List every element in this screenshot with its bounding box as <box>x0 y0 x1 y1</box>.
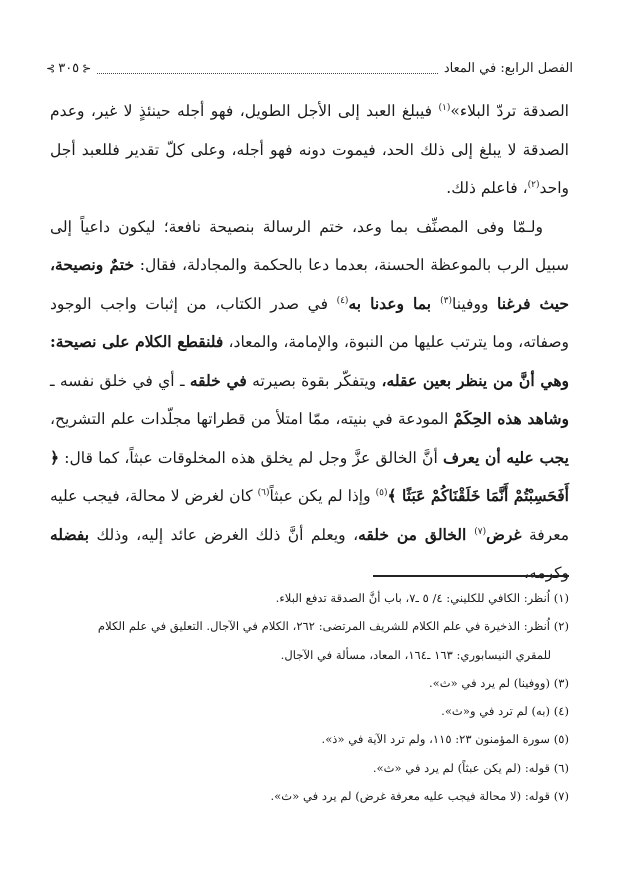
bold-run: يجب عليه أن يعرف <box>442 447 569 467</box>
body-text <box>50 92 569 593</box>
paragraph-1 <box>50 92 569 208</box>
text-run: كان لغرض لا محالة، فيجب عليه معرفة <box>50 487 569 544</box>
bold-run: وشاهد هذه الحِكَمْ <box>453 409 569 428</box>
footnote-marker: (١) <box>438 102 451 113</box>
text-run: ـ أي في خلق نفسه ـ <box>50 371 190 390</box>
bold-run: في خلقه <box>189 370 247 390</box>
footnote-marker: (٥) <box>375 487 388 498</box>
ornament-right-icon: ⊰ <box>82 61 92 75</box>
bold-run: ختمٌ ونصيحة، حيث فرغنا <box>50 255 570 313</box>
bold-run: بما وعدنا به <box>348 293 441 313</box>
footnote-marker: (٣) <box>440 295 452 306</box>
page-number: ٣٠٥ <box>58 60 80 76</box>
paragraph-2 <box>50 208 569 593</box>
footnote-1: (١) اُنظر: الكافي للكليني: ٤/ ٥ ـ٧، باب أنَّ الصدقة تدفع البلاء. <box>275 591 569 605</box>
footnote-marker: (٧) <box>474 526 487 537</box>
footnote-2: (٢) اُنظر: الذخيرة في علم الكلام للشريف المرتضى: ٢٦٢، الكلام في الآجال. التعليق في علم الكلام <box>97 619 569 634</box>
text-run: الصدقة تردّ البلاء» <box>450 102 569 120</box>
footnotes <box>50 584 569 810</box>
footnote-3: (٣) (ووفينا) لم يرد في «ث». <box>428 675 569 690</box>
text-run: في صدر الكتاب، من إثبات واجب الوجود وصفاته، وما يترتب عليها من النبوة، والإمامة، والمعاد، <box>50 294 569 351</box>
ornament-left-icon: ⊱ <box>46 61 56 75</box>
footnote-7: (٧) قوله: (لا محالة فيجب عليه معرفة غرض) لم يرد في «ث». <box>270 789 569 804</box>
footnote-5: (٥) سورة المؤمنون ٢٣: ١١٥، ولم ترد الآية في «ذ». <box>321 732 569 747</box>
footnote-2-continued: للمقري النيسابوري: ١٦٣ ـ١٦٤، المعاد، مسألة في الآجال. <box>280 647 551 662</box>
footnote-marker: (٢) <box>527 179 540 190</box>
quran-verse: ﴿ أَفَحَسِبْتُمْ أَنَّمَا خَلَقْنَاكُمْ عَبَثًا ﴾ <box>50 447 569 505</box>
footnote-marker: (٦) <box>257 487 270 498</box>
text-run: ، ويعلم أنَّ ذلك الغرض عائد إليه، وذلك <box>89 525 359 544</box>
text-run: المودعة في بنيته، ممّا امتلأ من قطراتها مجلّدات علم التشريح، <box>50 410 454 428</box>
text-run: وإذا لم يكن عبثاً <box>269 487 376 505</box>
bold-run: بفضله <box>50 524 90 544</box>
text-run: أنَّ الخالق عزَّ وجل لم يخلق هذه المخلوقات عبثاً، كما قال: <box>59 448 443 467</box>
page-number-box <box>46 61 91 76</box>
text-run: ولـمّا وفى المصنِّف بما وعد، ختم الرسالة بنصيحة نافعة؛ ليكون داعياً إلى سبيل الرب بالموعظة الحسنة، بعدما دعا بالحكمة والمجادلة، فقال: <box>50 217 569 274</box>
footnote-4: (٤) (به) لم ترد في و«ث». <box>441 704 569 719</box>
leader-dots <box>97 63 438 74</box>
footnote-separator <box>373 575 569 577</box>
footnote-marker: (٤) <box>336 295 349 306</box>
text-run: ووفينا <box>451 294 498 313</box>
text-run: ويتفكّر بقوة بصيرته <box>246 371 382 390</box>
running-header <box>46 56 573 80</box>
text-run: ، فاعلم ذلك. <box>446 179 528 197</box>
chapter-title: الفصل الرابع: في المعاد <box>443 60 573 76</box>
bold-run: الخالق من خلقه <box>358 524 475 544</box>
bold-run: غرض <box>486 524 522 544</box>
text-run: فيبلغ العبد إلى الأجل الطويل، فهو أجله حينئذٍ لا غير، وعدم الصدقة لا يبلغ إلى ذلك الحد، فيموت دونه فهو أجله، وعلى كلّ تقدير فللعبد أجل واحد <box>50 102 569 197</box>
bold-run: فلنقطع الكلام على نصيحة: وهي أنَّ من ينظر بعين عقله، <box>50 332 570 390</box>
footnote-6: (٦) قوله: (لم يكن عبثاً) لم يرد في «ث». <box>372 760 569 775</box>
text-run: وكرمه، <box>523 564 569 582</box>
